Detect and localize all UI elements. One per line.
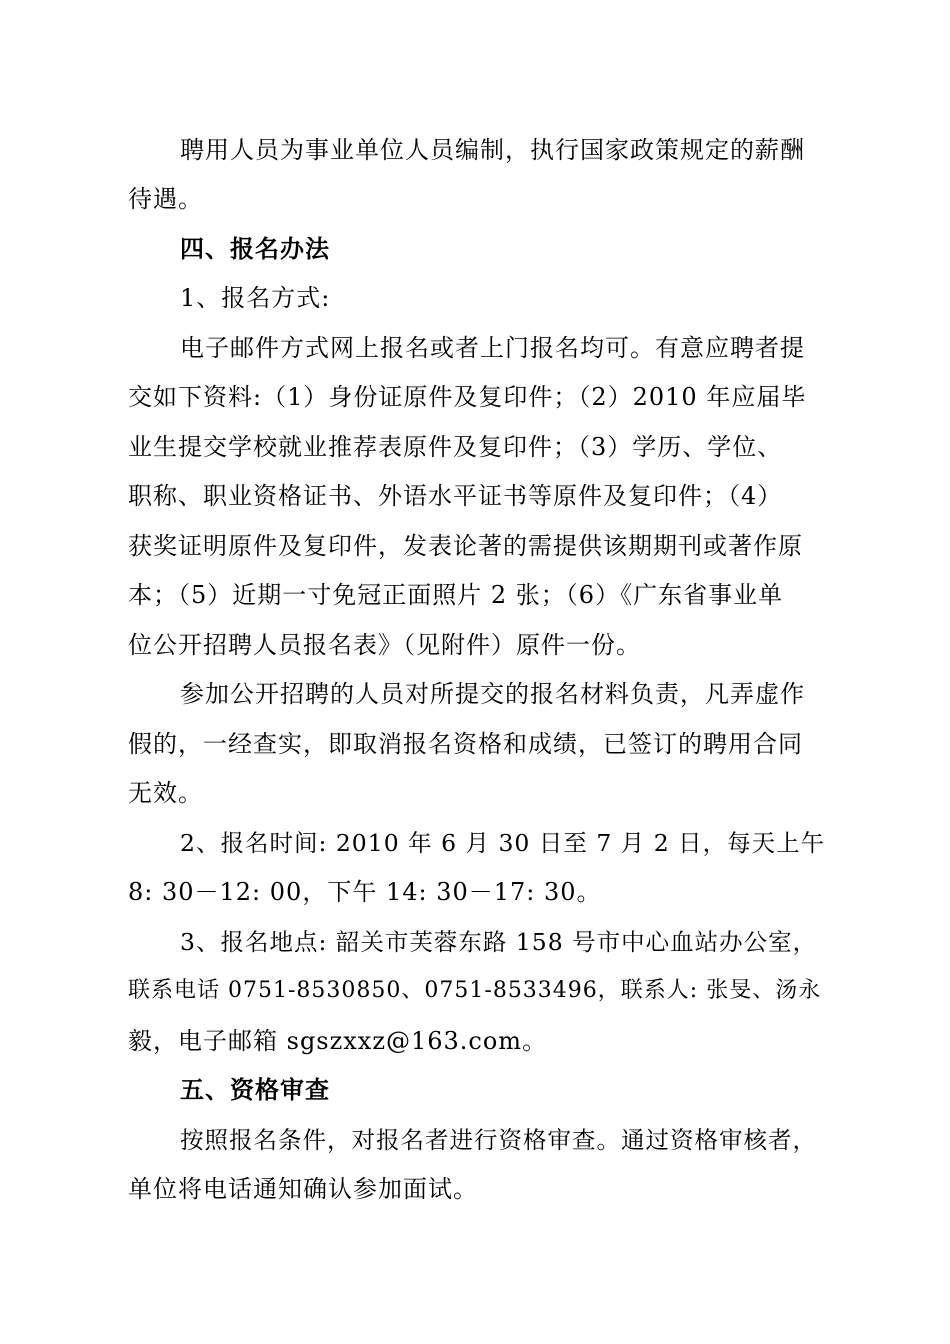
paragraph-salary-line-1: 聘用人员为事业单位人员编制，执行国家政策规定的薪酬 xyxy=(180,136,805,164)
paragraph-responsibility-line-3: 无效。 xyxy=(128,779,203,807)
paragraph-materials-line-5: 获奖证明原件及复印件，发表论著的需提供该期期刊或著作原 xyxy=(128,532,803,560)
paragraph-materials-line-6: 本；（5）近期一寸免冠正面照片 2 张；（6）《广东省事业单 xyxy=(128,581,784,609)
paragraph-materials-line-2: 交如下资料:（1）身份证原件及复印件；（2）2010 年应届毕 xyxy=(128,383,807,411)
paragraph-time-line-1: 2、报名时间: 2010 年 6 月 30 日至 7 月 2 日，每天上午 xyxy=(180,829,826,857)
paragraph-materials-line-1: 电子邮件方式网上报名或者上门报名均可。有意应聘者提 xyxy=(180,334,805,362)
paragraph-responsibility-line-1: 参加公开招聘的人员对所提交的报名材料负责，凡弄虚作 xyxy=(180,680,805,708)
paragraph-location-line-2: 联系电话 0751-8530850、0751-8533496，联系人: 张旻、汤永 xyxy=(128,978,822,1003)
paragraph-review-line-1: 按照报名条件，对报名者进行资格审查。通过资格审核者， xyxy=(180,1126,817,1154)
section-heading-registration: 四、报名办法 xyxy=(180,234,330,263)
paragraph-location-line-3: 毅，电子邮箱 sgszxxz@163.com。 xyxy=(128,1027,548,1055)
paragraph-review-line-2: 单位将电话通知确认参加面试。 xyxy=(128,1175,478,1203)
paragraph-location-line-1: 3、报名地点: 韶关市芙蓉东路 158 号市中心血站办公室， xyxy=(180,928,818,956)
paragraph-time-line-2: 8: 30－12: 00，下午 14: 30－17: 30。 xyxy=(128,878,602,906)
subheading-registration-method: 1、报名方式: xyxy=(180,284,331,312)
paragraph-materials-line-4: 职称、职业资格证书、外语水平证书等原件及复印件；（4） xyxy=(128,482,783,510)
paragraph-responsibility-line-2: 假的，一经查实，即取消报名资格和成绩，已签订的聘用合同 xyxy=(128,730,803,758)
paragraph-materials-line-7: 位公开招聘人员报名表》（见附件）原件一份。 xyxy=(128,631,641,659)
paragraph-materials-line-3: 业生提交学校就业推荐表原件及复印件；（3）学历、学位、 xyxy=(128,433,783,461)
paragraph-salary-line-2: 待遇。 xyxy=(128,185,203,213)
section-heading-qualification: 五、资格审查 xyxy=(180,1075,330,1104)
